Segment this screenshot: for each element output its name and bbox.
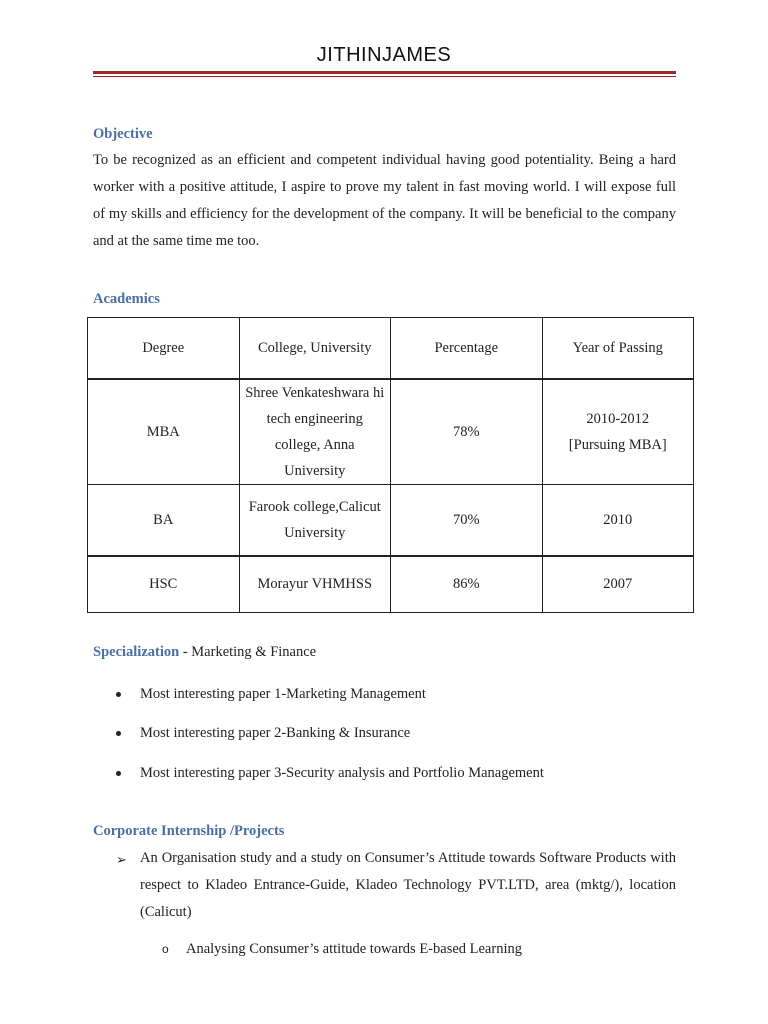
degree-cell: MBA [88, 379, 240, 485]
arrow-bullet-icon: ➢ [116, 852, 127, 867]
table-header-row [88, 318, 694, 379]
percentage-cell: 78% [391, 379, 543, 485]
candidate-name: JITHINJAMES [316, 44, 452, 66]
header-rule-thin [93, 76, 676, 77]
table-row [88, 379, 694, 485]
year-cell: 2007 [542, 556, 694, 612]
column-header: Year of Passing [542, 318, 694, 379]
column-header: Degree [88, 318, 240, 379]
college-cell: Farook college,Calicut University [239, 484, 391, 556]
objective-heading: Objective [93, 126, 153, 142]
table-row [88, 484, 694, 556]
paper-text: Most interesting paper 2-Banking & Insurance [140, 725, 411, 741]
bullet-icon [116, 692, 121, 697]
academics-table [87, 317, 694, 613]
year-cell: 2010 [542, 484, 694, 556]
college-cell: Shree Venkateshwara hi tech engineering college, Anna University [239, 379, 391, 485]
college-cell: Morayur VHMHSS [239, 556, 391, 612]
degree-cell: BA [88, 484, 240, 556]
percentage-cell: 70% [391, 484, 543, 556]
degree-cell: HSC [88, 556, 240, 612]
column-header: Percentage [391, 318, 543, 379]
specialization-line [93, 644, 316, 661]
circle-bullet-icon: o [162, 942, 169, 956]
table-row [88, 556, 694, 612]
year-value: 2010-2012 [586, 410, 650, 427]
specialization-heading: Specialization [93, 644, 180, 660]
header-rule-thick [93, 71, 676, 74]
specialization-value: - Marketing & Finance [179, 644, 317, 660]
column-header: College, University [239, 318, 391, 379]
paper-text: Most interesting paper 3-Security analysis and Portfolio Management [140, 765, 544, 781]
paper-text: Most interesting paper 1-Marketing Management [140, 686, 426, 702]
objective-text: To be recognized as an efficient and competent individual having good potentiality. Being a hard worker with a positive attitude, I aspire to prove my talent in fast moving world. I will expose full of my skills and efficiency for the development of the company. It will be beneficial to the company and at the same time me too. [93, 152, 676, 249]
year-note: [Pursuing MBA] [568, 436, 667, 453]
sub-item-text: Analysing Consumer’s attitude towards E-based Learning [186, 941, 522, 957]
internship-heading: Corporate Internship /Projects [93, 823, 285, 839]
academics-heading: Academics [93, 291, 160, 307]
year-cell [542, 379, 694, 485]
bullet-icon [116, 731, 121, 736]
percentage-cell: 86% [391, 556, 543, 612]
project-description: An Organisation study and a study on Consumer’s Attitude towards Software Products with respect to Kladeo Entrance-Guide, Kladeo Technology PVT.LTD, area (mktg/), location (Calicut) [140, 850, 676, 920]
bullet-icon [116, 771, 121, 776]
